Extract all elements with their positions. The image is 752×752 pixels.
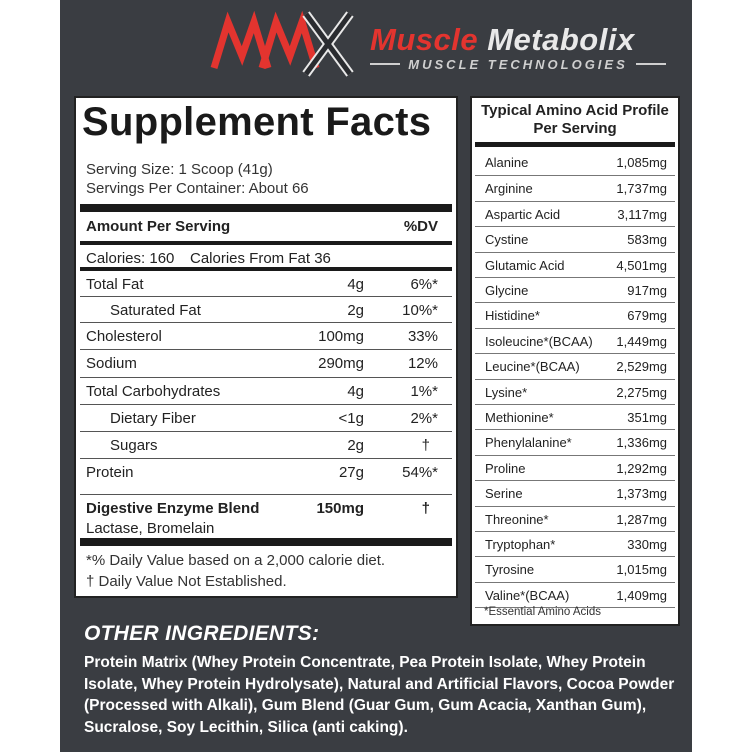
- amino-name: Glutamic Acid: [485, 257, 565, 273]
- amino-value: 2,529mg: [616, 359, 667, 375]
- nutrient-row: [80, 349, 452, 376]
- amino-value: 1,336mg: [616, 435, 667, 451]
- amount-header: Amount Per Serving: [86, 218, 231, 235]
- amino-row: [475, 328, 675, 353]
- other-ingredients-title: OTHER INGREDIENTS:: [84, 622, 320, 645]
- amino-value: 679mg: [627, 308, 667, 324]
- amino-row: [475, 277, 675, 302]
- amino-value: 330mg: [627, 537, 667, 552]
- amino-value: 2,275mg: [616, 384, 667, 400]
- dv-header: %DV: [403, 218, 438, 235]
- divider: [80, 204, 452, 212]
- nutrient-dv: 2%*: [410, 410, 438, 427]
- amino-row: [475, 302, 675, 327]
- serving-size: Serving Size: 1 Scoop (41g): [86, 161, 273, 178]
- nutrient-label: Saturated Fat: [110, 302, 201, 319]
- nutrient-dv: 6%*: [410, 276, 438, 293]
- amino-row: [475, 582, 675, 607]
- amino-row: [475, 531, 675, 556]
- nutrient-dv: 33%: [407, 328, 438, 345]
- nutrient-row: [80, 296, 452, 323]
- amino-value: 1,373mg: [616, 486, 667, 502]
- amino-value: 917mg: [627, 283, 667, 298]
- nutrient-label: Dietary Fiber: [110, 410, 196, 427]
- brand-tagline: [370, 55, 666, 73]
- brand-name-part2: Metabolix: [487, 22, 635, 57]
- nutrient-row: [80, 322, 452, 349]
- amino-name: Aspartic Acid: [485, 206, 561, 222]
- amino-name: Arginine: [485, 181, 533, 197]
- nutrient-label: Total Fat: [86, 276, 144, 293]
- amino-value: 1,292mg: [616, 460, 667, 476]
- amino-title-line2: Per Serving: [533, 120, 617, 137]
- nutrient-amount: 4g: [347, 276, 364, 293]
- nutrient-amount: <1g: [338, 410, 364, 427]
- nutrient-amount: 27g: [338, 464, 364, 481]
- amount-header-row: [86, 218, 446, 242]
- amino-name: Cystine: [485, 232, 529, 248]
- nutrient-label: Total Carbohydrates: [86, 383, 221, 400]
- mmx-logo-icon: [210, 8, 360, 78]
- amino-row: [475, 353, 675, 378]
- supplement-facts-title: Supplement Facts: [82, 100, 432, 144]
- amino-title-line1: Typical Amino Acid Profile: [481, 102, 669, 119]
- nutrient-dv: 1%*: [410, 383, 438, 400]
- amino-name: Proline: [485, 460, 526, 476]
- servings-per-container: Servings Per Container: About 66: [86, 180, 309, 197]
- nutrient-row: [80, 271, 452, 298]
- brand-name: [370, 22, 635, 58]
- nutrient-amount: 290mg: [318, 355, 364, 372]
- nutrient-row: [80, 458, 452, 485]
- amino-row: [475, 201, 675, 226]
- amino-value: 3,117mg: [617, 206, 667, 222]
- amino-name: Alanine: [485, 155, 529, 170]
- enzyme-amount: 150mg: [316, 500, 364, 517]
- amino-row: [475, 150, 675, 175]
- amino-value: 1,409mg: [616, 587, 667, 603]
- brand-logo: [210, 8, 680, 80]
- amino-row: [475, 429, 675, 454]
- enzyme-label: Digestive Enzyme Blend: [86, 500, 260, 517]
- amino-name: Lysine*: [485, 384, 528, 400]
- amino-row: [475, 480, 675, 505]
- divider: [80, 538, 452, 546]
- nutrient-amount: 4g: [347, 383, 364, 400]
- amino-value: 1,449mg: [616, 333, 667, 349]
- nutrient-dv: 10%*: [402, 302, 438, 319]
- amino-row: [475, 404, 675, 429]
- amino-acid-table: [470, 96, 680, 626]
- nutrient-amount: 2g: [347, 437, 364, 454]
- amino-name: Glycine: [485, 283, 529, 298]
- nutrient-row: [80, 377, 452, 404]
- nutrient-row: [80, 431, 452, 458]
- amino-row: [475, 252, 675, 277]
- amino-name: Serine: [485, 486, 523, 502]
- serving-info: [86, 160, 309, 198]
- amino-row: [475, 506, 675, 531]
- amino-name: Histidine*: [485, 308, 540, 324]
- divider: [636, 63, 666, 65]
- brand-tagline-text: MUSCLE TECHNOLOGIES: [408, 56, 628, 72]
- nutrient-label: Cholesterol: [86, 328, 162, 345]
- amino-value: 1,737mg: [616, 181, 667, 197]
- divider: [370, 63, 400, 65]
- nutrient-label: Protein: [86, 464, 134, 481]
- amino-value: 1,287mg: [616, 511, 667, 527]
- supplement-facts-box: [74, 96, 458, 598]
- nutrient-label: Sodium: [86, 355, 137, 372]
- amino-name: Tyrosine: [485, 562, 535, 578]
- amino-row: [475, 556, 675, 581]
- nutrient-row: [80, 404, 452, 431]
- enzyme-dv: †: [421, 500, 430, 517]
- amino-value: 583mg: [627, 232, 667, 248]
- amino-title: [472, 102, 678, 138]
- amino-row: [475, 175, 675, 200]
- amino-note: *Essential Amino Acids: [484, 606, 601, 618]
- divider: [475, 142, 675, 147]
- nutrient-amount: 2g: [347, 302, 364, 319]
- nutrient-amount: 100mg: [318, 328, 364, 345]
- amino-name: Phenylalanine*: [485, 435, 572, 451]
- amino-value: 1,085mg: [616, 155, 667, 170]
- footnote-dv: *% Daily Value based on a 2,000 calorie diet.: [86, 552, 386, 569]
- amino-name: Leucine*(BCAA): [485, 359, 580, 375]
- amino-value: 351mg: [627, 410, 667, 425]
- enzyme-blend-row: [80, 494, 452, 542]
- amino-row: [475, 379, 675, 404]
- footnote-not-established: † Daily Value Not Established.: [86, 573, 287, 590]
- calories: Calories: 160: [86, 250, 175, 267]
- amino-name: Threonine*: [485, 511, 549, 527]
- amino-value: 1,015mg: [616, 562, 667, 578]
- enzyme-ingredients: Lactase, Bromelain: [86, 520, 215, 537]
- amino-value: 4,501mg: [616, 257, 667, 273]
- amino-row: [475, 226, 675, 251]
- amino-name: Methionine*: [485, 410, 554, 425]
- amino-name: Isoleucine*(BCAA): [485, 333, 593, 349]
- nutrient-dv: 54%*: [402, 464, 438, 481]
- amino-name: Valine*(BCAA): [485, 587, 570, 603]
- nutrient-dv: 12%: [407, 355, 438, 372]
- calories-from-fat: Calories From Fat 36: [190, 250, 331, 267]
- nutrient-label: Sugars: [110, 437, 158, 454]
- other-ingredients-text: Protein Matrix (Whey Protein Concentrate, Pea Protein Isolate, Whey Protein Isolate, Whey Protein Hydrolysate), Natural and Artificial Flavors, Cocoa Powder (Processed with Alkali), Gum Blend (Guar Gum, Gum Acacia, Xanthan Gum), Sucralose, Soy Lecithin, Silica (anti caking).: [84, 654, 675, 736]
- amino-name: Tryptophan*: [485, 537, 556, 552]
- footnotes: [86, 550, 385, 592]
- nutrient-dv: †: [421, 437, 430, 454]
- amino-row: [475, 455, 675, 480]
- brand-name-part1: Muscle: [370, 22, 479, 57]
